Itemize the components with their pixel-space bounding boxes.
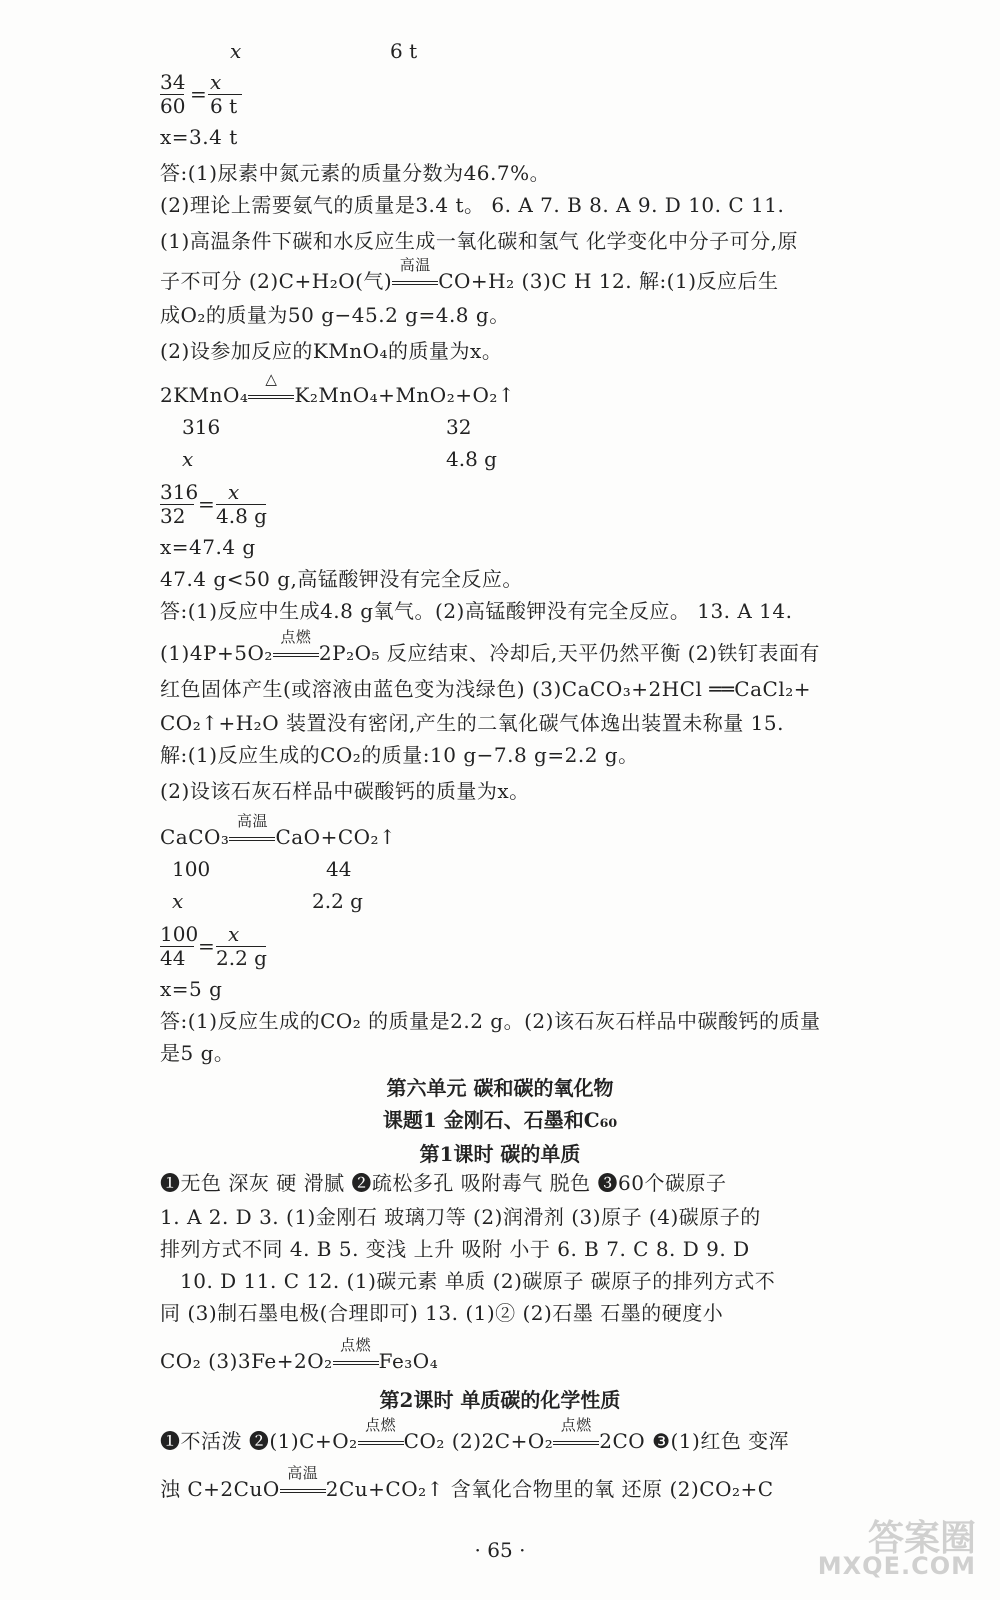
unknown-x-2: x bbox=[182, 447, 194, 471]
line-15-1: 解:(1)反应生成的CO₂的质量:10 g−7.8 g=2.2 g。 bbox=[160, 743, 639, 767]
line-14-2: 红色固体产生(或溶液由蓝色变为浅绿色) (3)CaCO₃+2HCl ══CaCl₂+ bbox=[160, 677, 811, 701]
line-answer-1: 答:(1)尿素中氮元素的质量分数为46.7%。 bbox=[160, 161, 551, 185]
answer-line-7: ❶不活泼 ❷(1)C+O₂ 点燃 CO₂ (2)2C+O₂ 点燃 2CO ❸(1)红色 变浑 bbox=[160, 1416, 790, 1453]
answer-line-3: 排列方式不同 4. B 5. 变浅 上升 吸附 小于 6. B 7. C 8. D 9. D bbox=[160, 1237, 750, 1261]
unit-heading: 第六单元 碳和碳的氧化物 bbox=[386, 1076, 614, 1100]
mass-4-8g: 4.8 g bbox=[446, 447, 497, 471]
answer-line-4: 10. D 11. C 12. (1)碳元素 单质 (2)碳原子 碳原子的排列方式不 bbox=[180, 1269, 776, 1293]
watermark-bottom: MXQE.COM bbox=[817, 1552, 976, 1580]
line-answer-2: (2)理论上需要氨气的质量是3.4 t。 6. A 7. B 8. A 9. D 10. C 11. bbox=[160, 193, 785, 217]
mass-32: 32 bbox=[446, 415, 472, 439]
line-compare: 47.4 g<50 g,高锰酸钾没有完全反应。 bbox=[160, 567, 523, 591]
line-15-2: (2)设该石灰石样品中碳酸钙的质量为x。 bbox=[160, 779, 530, 803]
mass-44: 44 bbox=[326, 857, 352, 881]
line-12-1: 成O₂的质量为50 g−45.2 g=4.8 g。 bbox=[160, 303, 510, 327]
line-x-result-3: x=5 g bbox=[160, 977, 223, 1001]
unknown-x-3: x bbox=[172, 889, 184, 913]
answer-page: x 6 t 34 60 = x 6 t x=3.4 t 答:(1)尿素中氮元素的质量分数为46.7%。 (2)理论上需要氨气的质量是3.4 t。 6. A 7. B 8. A 9. D 10. C 11. (1)高温条件下碳和水反应生成一氧化碳和氢气 化学变化中分子可分,原 子不可分 (2)C+H₂O(气) 高温 CO+H₂ (3)C H 12. 解:(1)反应后生 成O₂的质量为50 g−45.2 g=4.8 g。 (2)设参加反应的KMnO₄的质量为x。 2KMnO₄ △ K₂MnO₄+MnO₂+O₂↑ 316 32 x 4.8 g 316 32 = x 4.8 g x=47.4 g 47.4 g<50 g,高锰酸钾没有完全反应。 答:(1)反应中生成4.8 g氧气。(2)高锰酸钾没有完全反应。 13. A 14. (1)4P+5O₂ 点燃 2P₂O₅ 反应结束、冷却后,天平仍然平衡 (2)铁钉表面有 红色固体产生(或溶液由蓝色变为浅绿色) (3)CaCO₃+2HCl ══CaCl₂+ CO₂↑+H₂O 装置没有密闭,产生的二氧化碳气体逸出装置未称量 15. 解:(1)反应生成的CO₂的质量:10 g−7.8 g=2.2 g。 (2)设该石灰石样品中碳酸钙的质量为x。 CaCO₃ 高温 CaO+CO₂↑ 100 44 x 2.2 g 100 44 = x 2.2 g x=5 g 答:(1)反应生成的CO₂ 的质量是2.2 g。(2)该石灰石样品中碳酸钙的质量 是5 g。 第六单元 碳和碳的氧化物 课题1 金刚石、石墨和C₆₀ 第1课时 碳的单质 ❶无色 深灰 硬 滑腻 ❷疏松多孔 吸附毒气 脱色 ❸60个碳原子 1. A 2. D 3. (1)金刚石 玻璃刀等 (2)润滑剂 (3)原子 (4)碳原子的 排列方式不同 4. B 5. 变浅 上升 吸附 小于 6. B 7. C 8. D 9. D 10. D 11. C 12. (1)碳元素 单质 (2)碳原子 碳原子的排列方式不 同 (3)制石墨电极(合理即可) 13. (1)② (2)石墨 石墨的硬度小 CO₂ (3)3Fe+2O₂ 点燃 Fe₃O₄ 第2课时 单质碳的化学性质 ❶不活泼 ❷(1)C+O₂ 点燃 CO₂ (2)2C+O₂ 点燃 2CO ❸(1)红色 变浑 浊 C+2CuO 高温 2Cu+CO₂↑ 含氧化合物里的氧 还原 (2)CO₂+C · 65 · 答案圈 MXQE.COM bbox=[0, 0, 1000, 1600]
line-12-2: (2)设参加反应的KMnO₄的质量为x。 bbox=[160, 339, 503, 363]
fraction-1-den: 60 bbox=[160, 94, 186, 118]
line-14-3: CO₂↑+H₂O 装置没有密闭,产生的二氧化碳气体逸出装置未称量 15. bbox=[160, 711, 784, 735]
watermark-top: 答案圈 bbox=[867, 1518, 976, 1559]
reaction-condition: △ bbox=[248, 382, 294, 408]
line-x-result-2: x=47.4 g bbox=[160, 535, 256, 559]
line-answer-15-2: 是5 g。 bbox=[160, 1041, 235, 1065]
answer-line-6: CO₂ (3)3Fe+2O₂ 点燃 Fe₃O₄ bbox=[160, 1336, 439, 1373]
answer-line-1: ❶无色 深灰 硬 滑腻 ❷疏松多孔 吸附毒气 脱色 ❸60个碳原子 bbox=[160, 1171, 727, 1195]
mass-2-2g: 2.2 g bbox=[312, 889, 363, 913]
fraction-1-rhs-num: x bbox=[210, 70, 222, 94]
line-equation-caco3: CaCO₃ 高温 CaO+CO₂↑ bbox=[160, 812, 397, 849]
page-number: · 65 · bbox=[474, 1538, 526, 1562]
watermark-logo bbox=[816, 1510, 976, 1580]
period-2-heading: 第2课时 单质碳的化学性质 bbox=[379, 1388, 621, 1412]
reaction-condition: 高温 bbox=[392, 268, 438, 294]
period-1-heading: 第1课时 碳的单质 bbox=[419, 1142, 581, 1166]
line-answer-15-1: 答:(1)反应生成的CO₂ 的质量是2.2 g。(2)该石灰石样品中碳酸钙的质量 bbox=[160, 1009, 821, 1033]
line-equation-h2o: 子不可分 (2)C+H₂O(气) 高温 CO+H₂ (3)C H 12. 解:(1)反应后生 bbox=[160, 256, 779, 293]
mass-100: 100 bbox=[172, 857, 211, 881]
line-x-result-1: x=3.4 t bbox=[160, 125, 238, 149]
eq-line-1-right: 6 t bbox=[390, 39, 418, 63]
line-equation-kmno4: 2KMnO₄ △ K₂MnO₄+MnO₂+O₂↑ bbox=[160, 370, 516, 407]
fraction-1-num: 34 bbox=[160, 70, 186, 94]
line-answer-11: (1)高温条件下碳和水反应生成一氧化碳和氢气 化学变化中分子可分,原 bbox=[160, 229, 799, 253]
fraction-1-rhs-den: 6 t bbox=[210, 94, 238, 118]
line-answer-12: 答:(1)反应中生成4.8 g氧气。(2)高锰酸钾没有完全反应。 13. A 14. bbox=[160, 599, 793, 623]
line-equation-p: (1)4P+5O₂ 点燃 2P₂O₅ 反应结束、冷却后,天平仍然平衡 (2)铁钉表面有 bbox=[160, 628, 820, 665]
lesson-heading: 课题1 金刚石、石墨和C₆₀ bbox=[382, 1108, 618, 1132]
eq-line-1-left: x bbox=[230, 39, 242, 63]
mass-316: 316 bbox=[182, 415, 221, 439]
answer-line-8: 浊 C+2CuO 高温 2Cu+CO₂↑ 含氧化合物里的氧 还原 (2)CO₂+C bbox=[160, 1464, 774, 1501]
answer-line-2: 1. A 2. D 3. (1)金刚石 玻璃刀等 (2)润滑剂 (3)原子 (4)碳原子的 bbox=[160, 1205, 761, 1229]
answer-line-5: 同 (3)制石墨电极(合理即可) 13. (1)② (2)石墨 石墨的硬度小 bbox=[160, 1301, 724, 1325]
